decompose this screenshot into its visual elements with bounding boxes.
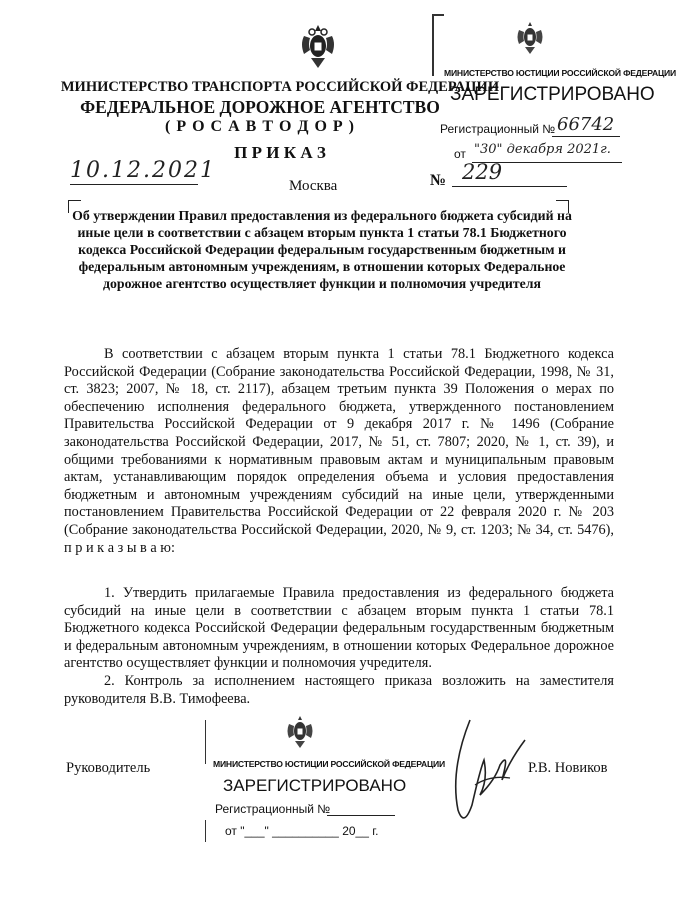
state-emblem xyxy=(298,22,338,72)
preamble-paragraph: В соответствии с абзацем вторым пункта 1 статьи 78.1 Бюджетного кодекса Российской Федерации (Собрание законодательства Российской Федерации, 1998, № 31, ст. 3823; 2007, № 18, ст. 2117), абзацем третьим пункта 39 Положения о мерах по обеспечению исполнения федерального бюджета, утвержденного постановлением Правительства Российской Федерации от 9 декабря 2017 г. № 1496 (Собрание законодательства Российской Федерации, 2017, № 51, ст. 7807; 2020, № 1, ст. 39), и общими требованиями к нормативным правовым актам и муниципальным правовым актам, устанавливающим порядок определения объема и условия предоставления бюджетным и автономным учреждениям субсидий на иные цели, утвержденными постановлением Правительства Российской Федерации от 22 февраля 2020 г. № 203 (Собрание законодательства Российской Федерации, 2020, № 9, ст. 1203; № 34, ст. 5476), п р и к а з ы в а ю: xyxy=(64,346,614,556)
agency-short-name: ( Р О С А В Т О Д О Р ) xyxy=(165,118,355,135)
agency-name: ФЕДЕРАЛЬНОЕ ДОРОЖНОЕ АГЕНТСТВО xyxy=(80,97,440,117)
stamp-date-prefix: от xyxy=(454,147,466,161)
number-underline xyxy=(452,186,567,187)
item-2-paragraph: 2. Контроль за исполнением настоящего приказа возложить на заместителя руководителя В.В. Тимофеева. xyxy=(64,673,614,707)
registration-stamp-bottom xyxy=(205,712,446,842)
stamp-bottom-date-template: от "___" __________ 20__ г. xyxy=(225,824,379,838)
number-label: № xyxy=(430,172,447,189)
stamp-bottom-edge-left xyxy=(205,720,207,764)
stamp-ministry: МИНИСТЕРСТВО ЮСТИЦИИ РОССИЙСКОЙ ФЕДЕРАЦИИ xyxy=(444,68,676,78)
item-1-paragraph: 1. Утвердить прилагаемые Правила предоставления из федерального бюджета субсидий на иные цели в соответствии с абзацем вторым пункта 1 статьи 78.1 Бюджетного кодекса Российской Федерации федеральным государственным бюджетным и федеральным автономным учреждениям, в отношении которых Федеральное дорожное агентство осуществляет функции и полномочия учредителя. xyxy=(64,585,614,672)
stamp-emblem xyxy=(515,20,545,56)
city: Москва xyxy=(289,178,338,194)
stamp-bottom-status: ЗАРЕГИСТРИРОВАНО xyxy=(223,776,407,795)
stamp-bottom-ministry: МИНИСТЕРСТВО ЮСТИЦИИ РОССИЙСКОЙ ФЕДЕРАЦИИ xyxy=(213,759,446,769)
stamp-bottom-reg-label: Регистрационный № xyxy=(215,802,331,816)
signatory-position: Руководитель xyxy=(66,760,151,776)
stamp-reg-label: Регистрационный № xyxy=(440,122,556,136)
document-number: 229 xyxy=(462,160,503,184)
date-underline xyxy=(70,184,198,185)
handwritten-signature xyxy=(440,710,530,835)
document-date: 10.12.2021 xyxy=(70,158,216,183)
stamp-bottom-emblem xyxy=(285,714,315,750)
stamp-bottom-edge-left-2 xyxy=(205,820,207,842)
stamp-date-underline xyxy=(472,162,622,163)
stamp-reg-number: 66742 xyxy=(557,114,615,135)
stamp-reg-underline xyxy=(552,136,620,137)
stamp-status: ЗАРЕГИСТРИРОВАНО xyxy=(450,84,655,105)
registration-stamp-top xyxy=(432,14,676,166)
stamp-corner xyxy=(432,14,444,76)
signatory-name: Р.В. Новиков xyxy=(528,760,608,776)
stamp-date-value: "30" декабря 2021г. xyxy=(474,142,611,157)
order-title: Об утверждении Правил предоставления из федерального бюджета субсидий на иные цели в соответствии с абзацем вторым пункта 1 статьи 78.1 Бюджетного кодекса Российской Федерации федеральным государственным бюджетным и федеральным автономным учреждениям, в отношении которых Федеральное дорожное агентство осуществляет функции и полномочия учредителя xyxy=(72,208,572,291)
document-type: П Р И К А З xyxy=(234,143,326,162)
stamp-bottom-reg-underline xyxy=(327,815,395,816)
ministry-name: МИНИСТЕРСТВО ТРАНСПОРТА РОССИЙСКОЙ ФЕДЕРАЦИИ xyxy=(60,79,500,95)
